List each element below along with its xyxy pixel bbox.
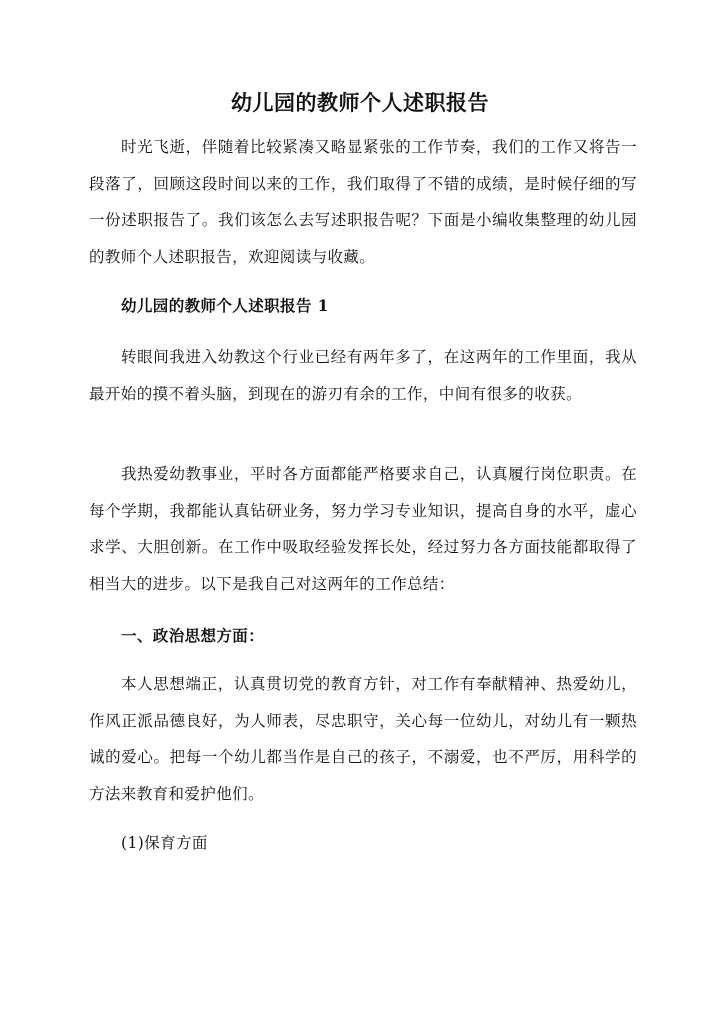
paragraph-3: 本人思想端正，认真贯切党的教育方针，对工作有奉献精神、热爱幼儿，作风正派品德良好，为人师表，尽忠职守，关心每一位幼儿，对幼儿有一颗热诚的爱心。把每一个幼儿都当作是自己的孩子，不溺爱，也不严厉，用科学的方法来教育和爱护他们。 xyxy=(89,675,637,803)
intro-paragraph: 时光飞逝，伴随着比较紧凑又略显紧张的工作节奏，我们的工作又将告一段落了，回顾这段时间以来的工作，我们取得了不错的成绩，是时候仔细的写一份述职报告了。我们该怎么去写述职报告呢？下面是小编收集整理的幼儿园的教师个人述职报告，欢迎阅读与收藏。 xyxy=(89,138,637,266)
section-title: 幼儿园的教师个人述职报告 1 xyxy=(121,296,329,315)
paragraph-1: 转眼间我进入幼教这个行业已经有两年多了，在这两年的工作里面，我从最开始的摸不着头脑，到现在的游刃有余的工作，中间有很多的收获。 xyxy=(89,348,637,403)
heading-political-thought: 一、政治思想方面： xyxy=(121,626,265,645)
paragraph-2: 我热爱幼教事业，平时各方面都能严格要求自己，认真履行岗位职责。在每个学期，我都能认真钻研业务，努力学习专业知识，提高自身的水平，虚心求学、大胆创新。在工作中吸取经验发挥长处，经过努力各方面技能都取得了相当大的进步。以下是我自己对这两年的工作总结： xyxy=(89,465,637,593)
subheading-care: (1)保育方面 xyxy=(121,834,208,852)
document-title: 幼儿园的教师个人述职报告 xyxy=(231,90,489,115)
